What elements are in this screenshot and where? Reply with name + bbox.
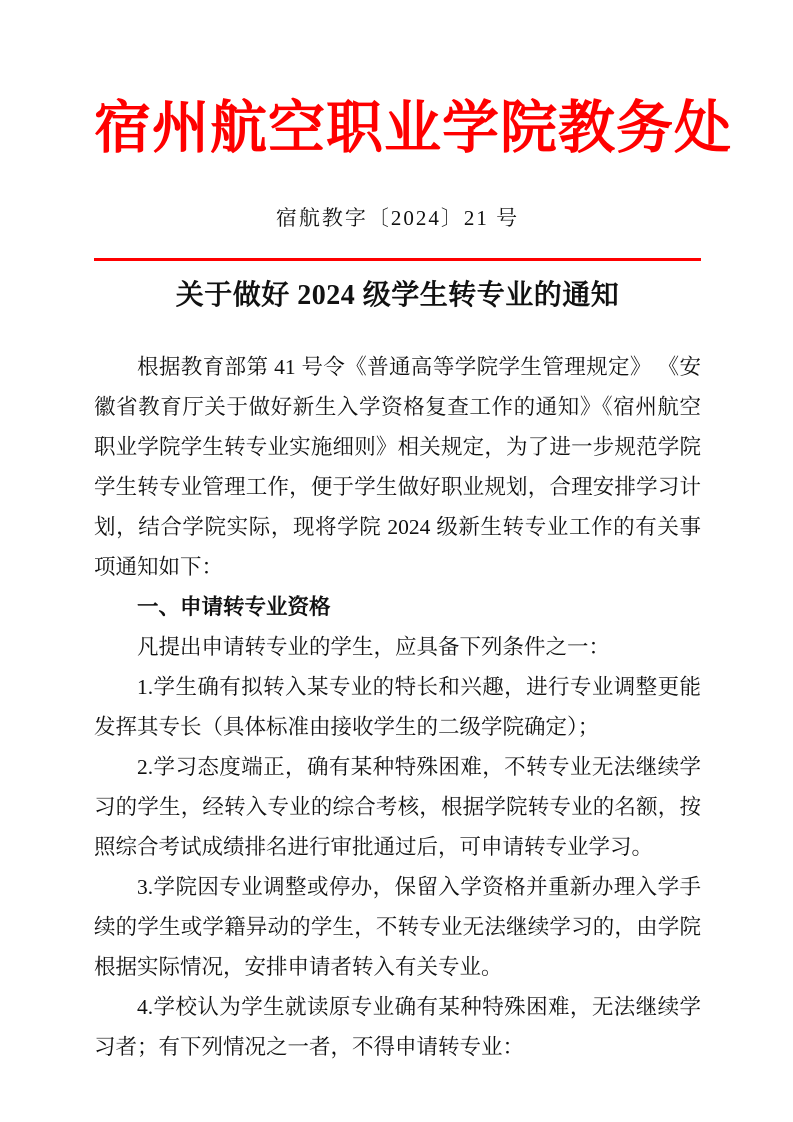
paragraph-item-4: 4.学校认为学生就读原专业确有某种特殊困难，无法继续学习者；有下列情况之一者，不得申请转专业： xyxy=(94,994,701,1059)
red-divider-line xyxy=(94,258,701,261)
paragraph-item-3: 3.学院因专业调整或停办，保留入学资格并重新办理入学手续的学生或学籍异动的学生，不转专业无法继续学习的，由学院根据实际情况，安排申请者转入有关专业。 xyxy=(94,874,701,979)
paragraph-item-2: 2.学习态度端正，确有某种特殊困难，不转专业无法继续学习的学生，经转入专业的综合考核，根据学院转专业的名额，按照综合考试成绩排名进行审批通过后，可申请转专业学习。 xyxy=(94,754,701,859)
section-heading-eligibility: 一、申请转专业资格 xyxy=(137,594,331,619)
notice-title: 关于做好 2024 级学生转专业的通知 xyxy=(175,279,620,311)
paragraph-lead-in: 凡提出申请转专业的学生，应具备下列条件之一： xyxy=(137,634,611,659)
org-title: 宿州航空职业学院教务处 xyxy=(94,97,732,160)
paragraph-item-1: 1.学生确有拟转入某专业的特长和兴趣，进行专业调整更能发挥其专长（具体标准由接收学生的二级学院确定）； xyxy=(94,674,701,739)
doc-number: 宿航教字〔2024〕21 号 xyxy=(275,205,520,230)
paragraph-intro: 根据教育部第 41 号令《普通高等学院学生管理规定》 《安徽省教育厅关于做好新生入学资格复查工作的通知》《宿州航空职业学院学生转专业实施细则》相关规定，为了进一步规范学院学生转专业管理工作，便于学生做好职业规划，合理安排学习计划，结合学院实际，现将学院 2024 级新生转专业工作的有关事项通知如下： xyxy=(94,354,701,579)
notice-body xyxy=(94,347,701,1067)
